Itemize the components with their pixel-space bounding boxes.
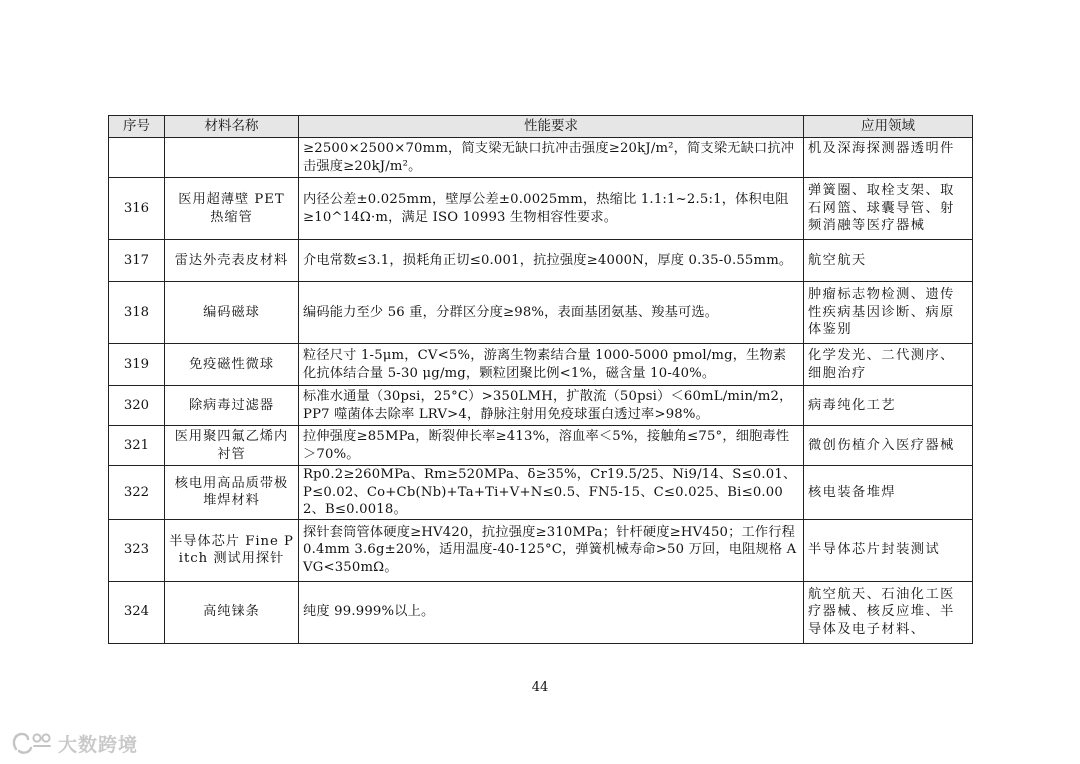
table-row bbox=[109, 138, 973, 178]
material-name bbox=[165, 138, 299, 178]
application-field: 航空航天、石油化工医疗器械、核反应堆、半导体及电子材料、 bbox=[804, 581, 973, 643]
table-row bbox=[109, 386, 973, 426]
table-row bbox=[109, 581, 973, 643]
header-name: 材料名称 bbox=[165, 116, 299, 138]
row-number: 321 bbox=[109, 426, 165, 466]
application-field: 航空航天 bbox=[804, 240, 973, 282]
application-field: 半导体芯片封装测试 bbox=[804, 519, 973, 581]
row-number: 323 bbox=[109, 519, 165, 581]
material-name: 除病毒过滤器 bbox=[165, 386, 299, 426]
performance-requirement: 粒径尺寸 1-5μm，CV<5%，游离生物素结合量 1000-5000 pmol/mg，生物素化抗体结合量 5-30 μg/mg，颗粒团聚比例<1%，磁含量 10-40%。 bbox=[299, 344, 804, 386]
table-row bbox=[109, 344, 973, 386]
table-row bbox=[109, 466, 973, 520]
performance-requirement: Rp0.2≥260MPa、Rm≥520MPa、δ≥35%，Cr19.5/25、Ni9/14、S≤0.01、P≤0.02、Co+Cb(Nb)+Ta+Ti+V+N≤0.5、FN5-15、C≤0.025、Bi≤0.002、B≤0.0018。 bbox=[299, 466, 804, 520]
watermark bbox=[10, 728, 138, 758]
application-field: 化学发光、二代测序、细胞治疗 bbox=[804, 344, 973, 386]
material-name: 雷达外壳表皮材料 bbox=[165, 240, 299, 282]
header-application: 应用领域 bbox=[804, 116, 973, 138]
row-number bbox=[109, 138, 165, 178]
application-field: 病毒纯化工艺 bbox=[804, 386, 973, 426]
table-row bbox=[109, 178, 973, 240]
table-row bbox=[109, 426, 973, 466]
table-row bbox=[109, 519, 973, 581]
row-number: 318 bbox=[109, 282, 165, 344]
performance-requirement: 内径公差±0.025mm，壁厚公差±0.0025mm，热缩比 1.1:1~2.5:1，体积电阻≥10^14Ω·m，满足 ISO 10993 生物相容性要求。 bbox=[299, 178, 804, 240]
row-number: 317 bbox=[109, 240, 165, 282]
material-name: 半导体芯片 Fine Pitch 测试用探针 bbox=[165, 519, 299, 581]
performance-requirement: 编码能力至少 56 重，分群区分度≥98%，表面基团氨基、羧基可选。 bbox=[299, 282, 804, 344]
application-field: 微创伤植介入医疗器械 bbox=[804, 426, 973, 466]
header-row bbox=[109, 116, 973, 138]
row-number: 322 bbox=[109, 466, 165, 520]
performance-requirement: 介电常数≤3.1，损耗角正切≤0.001，抗拉强度≥4000N，厚度 0.35-0.55mm。 bbox=[299, 240, 804, 282]
performance-requirement: 拉伸强度≥85MPa，断裂伸长率≥413%，溶血率＜5%，接触角≤75°，细胞毒性＞70%。 bbox=[299, 426, 804, 466]
application-field: 机及深海探测器透明件 bbox=[804, 138, 973, 178]
row-number: 320 bbox=[109, 386, 165, 426]
spec-table bbox=[108, 115, 973, 644]
material-name: 医用超薄壁 PET 热缩管 bbox=[165, 178, 299, 240]
row-number: 316 bbox=[109, 178, 165, 240]
material-name: 高纯铼条 bbox=[165, 581, 299, 643]
header-no: 序号 bbox=[109, 116, 165, 138]
table-row bbox=[109, 282, 973, 344]
application-field: 肿瘤标志物检测、遗传性疾病基因诊断、病原体鉴别 bbox=[804, 282, 973, 344]
material-name: 医用聚四氟乙烯内衬管 bbox=[165, 426, 299, 466]
row-number: 319 bbox=[109, 344, 165, 386]
row-number: 324 bbox=[109, 581, 165, 643]
performance-requirement: 探针套筒管体硬度≥HV420，抗拉强度≥310MPa；针杆硬度≥HV450；工作行程 0.4mm 3.6g±20%，适用温度-40-125°C，弹簧机械寿命>50 万回，电阻规格 AVG<350mΩ。 bbox=[299, 519, 804, 581]
performance-requirement: ≥2500×2500×70mm，简支梁无缺口抗冲击强度≥20kJ/m²，简支梁无缺口抗冲击强度≥20kJ/m²。 bbox=[299, 138, 804, 178]
material-name: 免疫磁性微球 bbox=[165, 344, 299, 386]
table-row bbox=[109, 240, 973, 282]
application-field: 核电装备堆焊 bbox=[804, 466, 973, 520]
table-body bbox=[109, 138, 973, 644]
performance-requirement: 纯度 99.999%以上。 bbox=[299, 581, 804, 643]
performance-requirement: 标准水通量（30psi，25°C）>350LMH，扩散流（50psi）＜60mL/min/m2，PP7 噬菌体去除率 LRV>4，静脉注射用免疫球蛋白透过率>98%。 bbox=[299, 386, 804, 426]
material-name: 编码磁球 bbox=[165, 282, 299, 344]
table-header bbox=[109, 116, 973, 138]
watermark-text: 大数跨境 bbox=[58, 733, 139, 756]
header-performance: 性能要求 bbox=[299, 116, 804, 138]
page-number: 44 bbox=[531, 680, 549, 695]
application-field: 弹簧圈、取栓支架、取石网篮、球囊导管、射频消融等医疗器械 bbox=[804, 178, 973, 240]
brand-logo-icon bbox=[10, 729, 54, 757]
material-name: 核电用高品质带极堆焊材料 bbox=[165, 466, 299, 520]
